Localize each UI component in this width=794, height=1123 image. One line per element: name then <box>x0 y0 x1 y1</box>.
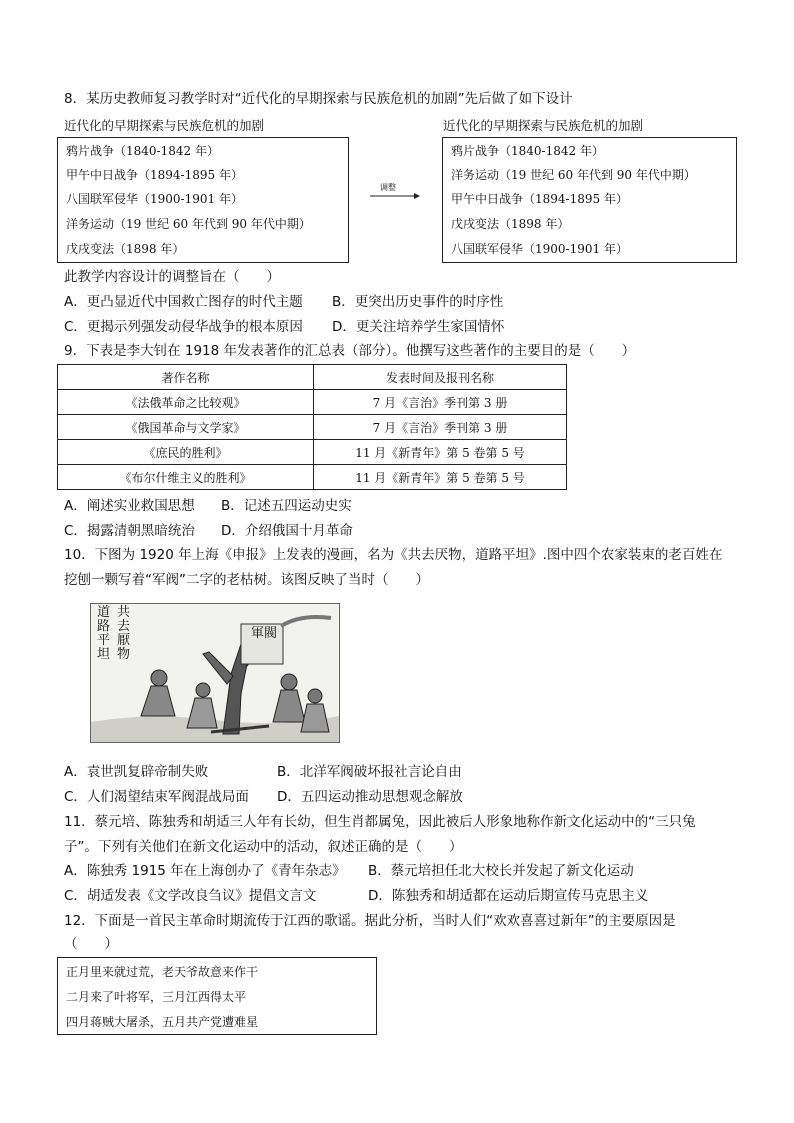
q11-option-d: D．陈独秀和胡适都在运动后期宣传马克思主义 <box>368 888 649 904</box>
table-row <box>58 465 567 490</box>
q11-option-c: C．胡适发表《文学改良刍议》提倡文言文 <box>64 888 317 904</box>
cartoon-caption-a: 道路平坦 <box>97 605 111 662</box>
q10-stem-line2: 挖刨一颗写着“军阀”二字的老枯树。该图反映了当时（ ） <box>64 572 429 588</box>
table-header: 著作名称 <box>58 365 314 390</box>
q9-option-a: A．阐述实业救国思想 <box>64 498 195 514</box>
table-header-row <box>58 365 567 390</box>
q12-stem-line2: （ ） <box>64 936 118 952</box>
table-cell: 《法俄革命之比较观》 <box>58 390 314 415</box>
q8-stem: 8．某历史教师复习教学时对“近代化的早期探索与民族危机的加剧”先后做了如下设计 <box>64 91 573 107</box>
cartoon-caption-b: 共去厭物 <box>117 605 131 662</box>
q10-option-d: D．五四运动推动思想观念解放 <box>277 789 463 805</box>
table-cell: 7 月《言治》季刊第 3 册 <box>314 390 567 415</box>
q11-option-a: A．陈独秀 1915 年在上海创办了《青年杂志》 <box>64 863 346 879</box>
arrow-right-icon <box>368 184 420 202</box>
q10-option-c: C．人们渴望结束军阀混战局面 <box>64 789 249 805</box>
adjust-arrow <box>368 184 420 202</box>
cartoon-image <box>90 603 340 743</box>
q12-poem-box <box>57 957 377 1035</box>
table-cell: 11 月《新青年》第 5 卷第 5 号 <box>314 465 567 490</box>
q8-left-box <box>57 137 349 263</box>
q11-stem-line1: 11．蔡元培、陈独秀和胡适三人年有长幼，但生肖都属兔，因此被后人形象地称作新文化运动中的“三只兔 <box>64 814 696 830</box>
cartoon-tree-label: 軍閥 <box>251 626 278 641</box>
table-cell: 《俄国革命与文学家》 <box>58 415 314 440</box>
q9-option-c: C．揭露清朝黑暗统治 <box>64 523 195 539</box>
q8-left-item: 鸦片战争（1840-1842 年） <box>66 144 219 158</box>
q8-right-item: 戊戌变法（1898 年） <box>451 217 570 231</box>
q9-option-b: B．记述五四运动史实 <box>221 498 352 514</box>
q8-option-a: A．更凸显近代中国救亡图存的时代主题 <box>64 294 303 310</box>
table-cell: 《布尔什维主义的胜利》 <box>58 465 314 490</box>
poem-line: 二月来了叶将军，三月江西得太平 <box>66 990 247 1004</box>
q8-right-item: 洋务运动（19 世纪 60 年代到 90 年代中期） <box>451 168 696 182</box>
q9-table <box>57 364 567 490</box>
table-header: 发表时间及报刊名称 <box>314 365 567 390</box>
table-cell: 《庶民的胜利》 <box>58 440 314 465</box>
q11-stem-line2: 子”。下列有关他们在新文化运动中的活动，叙述正确的是（ ） <box>64 839 463 855</box>
q10-option-b: B．北洋军阀破坏报社言论自由 <box>277 764 462 780</box>
q8-right-item: 八国联军侵华（1900-1901 年） <box>451 242 628 256</box>
q8-right-item: 甲午中日战争（1894-1895 年） <box>451 192 628 206</box>
q8-option-d: D．更关注培养学生家国情怀 <box>332 319 505 335</box>
table-row <box>58 390 567 415</box>
q12-stem-line1: 12．下面是一首民主革命时期流传于江西的歌谣。据此分析，当时人们“欢欢喜喜过新年”的主要原因是 <box>64 913 676 929</box>
q9-stem: 9．下表是李大钊在 1918 年发表著作的汇总表（部分）。他撰写这些著作的主要目的是（ ） <box>64 343 636 359</box>
table-cell: 7 月《言治》季刊第 3 册 <box>314 415 567 440</box>
q8-left-item: 洋务运动（19 世纪 60 年代到 90 年代中期） <box>66 217 311 231</box>
q8-left-item: 戊戌变法（1898 年） <box>66 242 185 256</box>
q9-option-d: D．介绍俄国十月革命 <box>221 523 353 539</box>
q11-option-b: B．蔡元培担任北大校长并发起了新文化运动 <box>368 863 634 879</box>
q8-left-item: 甲午中日战争（1894-1895 年） <box>66 168 243 182</box>
table-cell: 11 月《新青年》第 5 卷第 5 号 <box>314 440 567 465</box>
q8-left-title: 近代化的早期探索与民族危机的加剧 <box>64 118 265 133</box>
q8-option-c: C．更揭示列强发动侵华战争的根本原因 <box>64 319 303 335</box>
q8-left-item: 八国联军侵华（1900-1901 年） <box>66 192 243 206</box>
table-row <box>58 415 567 440</box>
adjust-arrow-label: 调整 <box>380 183 396 192</box>
q8-right-item: 鸦片战争（1840-1842 年） <box>451 144 604 158</box>
q8-right-title: 近代化的早期探索与民族危机的加剧 <box>443 118 644 133</box>
q8-question: 此教学内容设计的调整旨在（ ） <box>64 269 280 285</box>
q10-option-a: A．袁世凯复辟帝制失败 <box>64 764 209 780</box>
q10-stem-line1: 10．下图为 1920 年上海《申报》上发表的漫画，名为《共去厌物，道路平坦》.图中四个农家装束的老百姓在 <box>64 547 723 563</box>
q8-right-box <box>442 137 737 263</box>
q8-option-b: B．更突出历史事件的时序性 <box>332 294 504 310</box>
table-row <box>58 440 567 465</box>
poem-line: 正月里来就过荒，老天爷故意来作干 <box>66 965 259 979</box>
poem-line: 四月蒋贼大屠杀，五月共产党遭难星 <box>66 1015 259 1029</box>
